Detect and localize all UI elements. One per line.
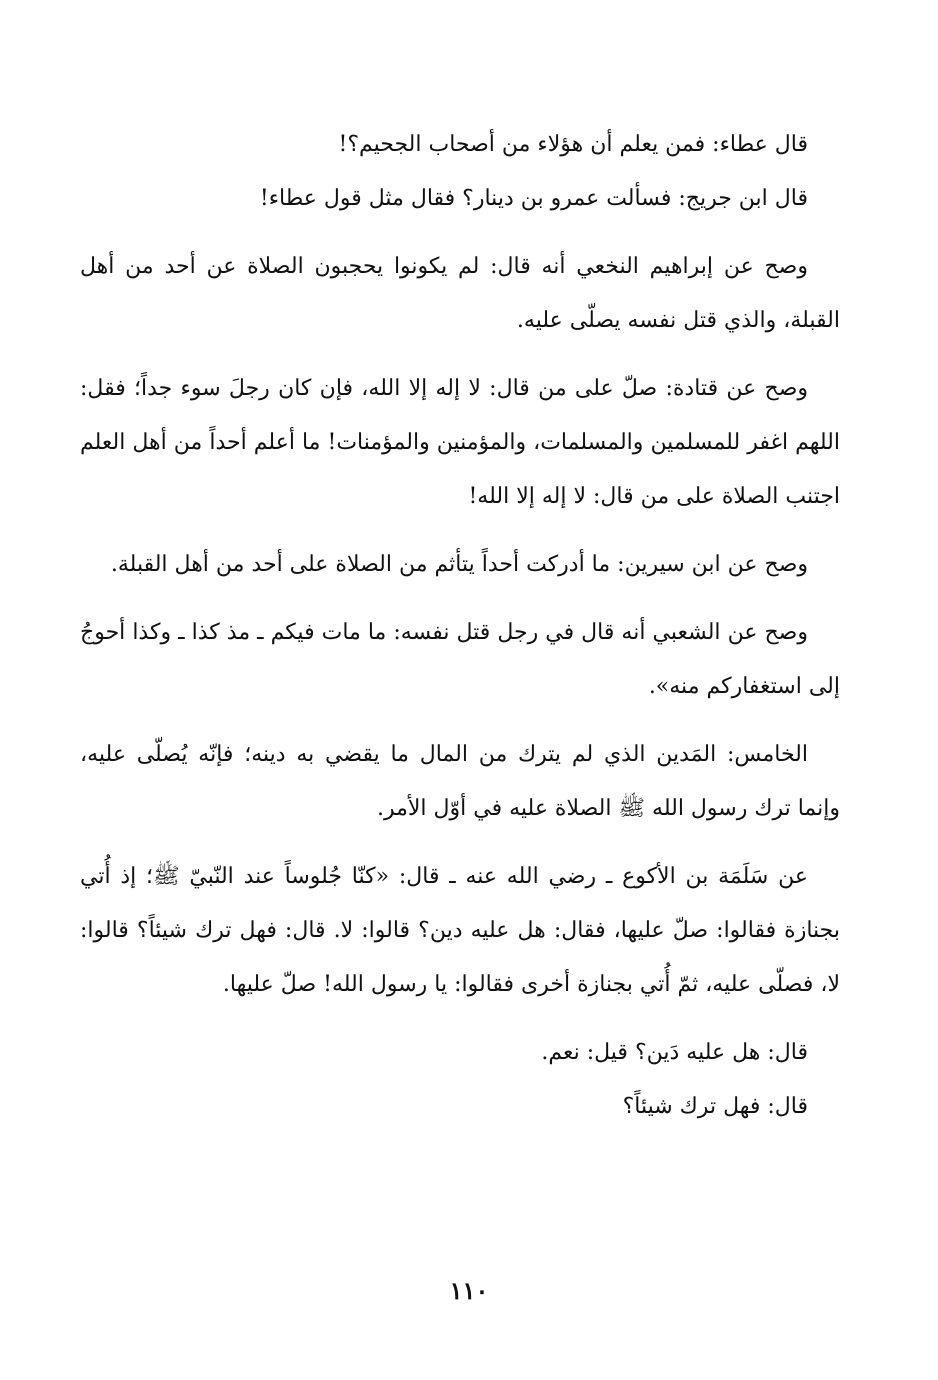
paragraph: قال: فهل ترك شيئاً؟ bbox=[622, 1094, 808, 1119]
paragraph: قال عطاء: فمن يعلم أن هؤلاء من أصحاب الجحيم؟! bbox=[338, 132, 808, 157]
paragraph: قال: هل عليه دَين؟ قيل: نعم. bbox=[541, 1040, 808, 1065]
paragraph: قال ابن جريج: فسألت عمرو بن دينار؟ فقال مثل قول عطاء! bbox=[259, 186, 808, 211]
paragraph: الخامس: المَدين الذي لم يترك من المال ما يقضي به دينه؛ فإنّه يُصلّى عليه، وإنما ترك رسول الله ﷺ الصلاة عليه في أوّل الأمر. bbox=[80, 742, 840, 821]
body-text bbox=[80, 118, 840, 1134]
paragraph: وصح عن الشعبي أنه قال في رجل قتل نفسه: ما مات فيكم ـ مذ كذا ـ وكذا أحوجُ إلى استغفاركم منه». bbox=[80, 620, 840, 699]
paragraph: عن سَلَمَة بن الأكوع ـ رضي الله عنه ـ قال: «كنّا جُلوساً عند النّبيّ ﷺ؛ إذ أُتي بجنازة فقالوا: صلّ عليها، فقال: هل عليه دين؟ قالوا: لا. قال: فهل ترك شيئاً؟ قالوا: لا، فصلّى عليه، ثمّ أُتي بجنازة أخرى فقالوا: يا رسول الله! صلّ عليها. bbox=[80, 864, 840, 997]
paragraph: وصح عن ابن سيرين: ما أدركت أحداً يتأثم من الصلاة على أحد من أهل القبلة. bbox=[110, 552, 808, 577]
paragraph: وصح عن قتادة: صلّ على من قال: لا إله إلا الله، فإن كان رجلَ سوء جداً؛ فقل: اللهم اغفر للمسلمين والمسلمات، والمؤمنين والمؤمنات! ما أعلم أحداً من أهل العلم اجتنب الصلاة على من قال: لا إله إلا الله! bbox=[80, 376, 840, 509]
page-number: ١١٠ bbox=[449, 1276, 489, 1305]
paragraph: وصح عن إبراهيم النخعي أنه قال: لم يكونوا يحجبون الصلاة عن أحد من أهل القبلة، والذي قتل نفسه يصلّى عليه. bbox=[80, 254, 840, 333]
